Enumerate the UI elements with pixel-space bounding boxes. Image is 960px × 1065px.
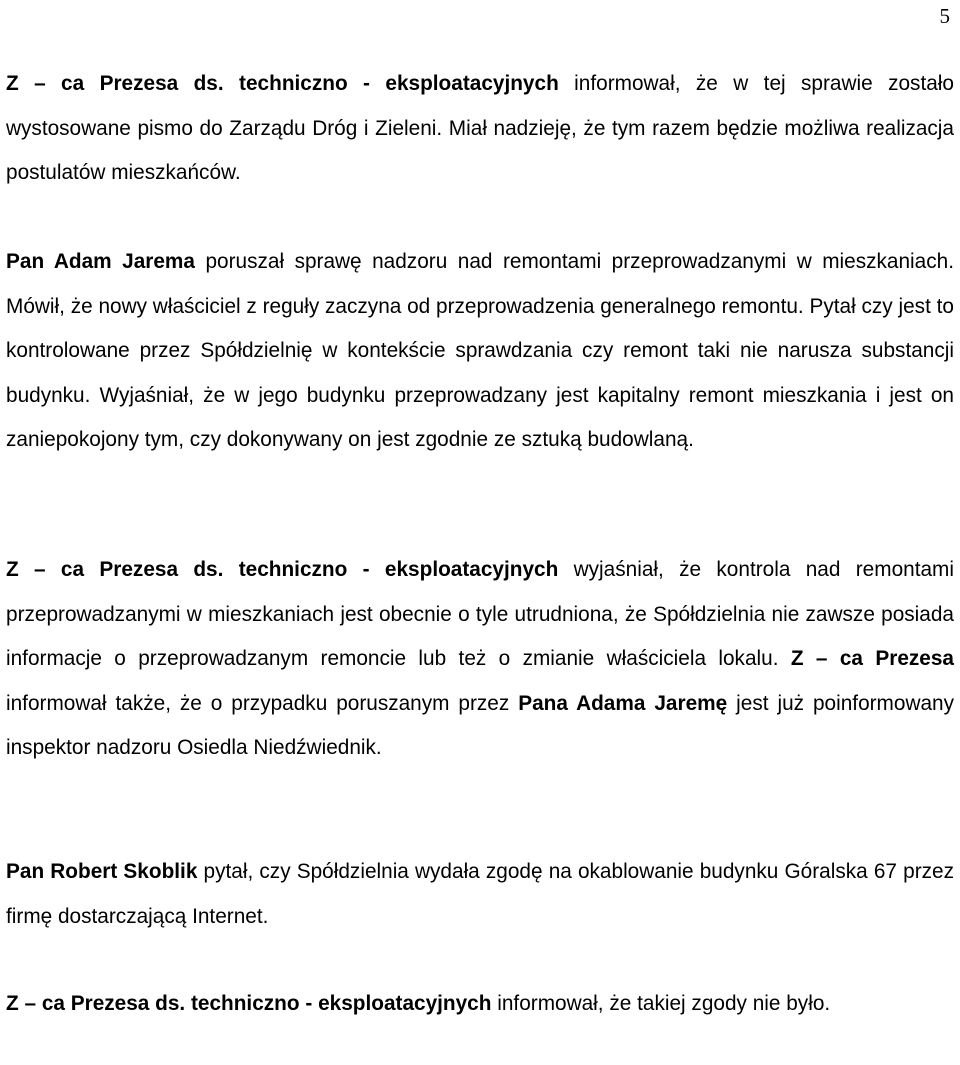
paragraph-text: poruszał sprawę nadzoru nad remontami przeprowadzanymi w mieszkaniach. Mówił, że nowy właściciel z reguły zaczyna od przeprowadzenia generalnego remontu. Pytał czy jest to kontrolowane przez Spółdzielnię w kontekście sprawdzania czy remont taki nie narusza substancji budynku. Wyjaśniał, że w jego budynku przeprowadzany jest kapitalny remont mieszkania i jest on zaniepokojony tym, czy dokonywany on jest zgodnie ze sztuką budowlaną. — [6, 250, 954, 451]
paragraph-5 — [6, 982, 954, 1027]
paragraph-4 — [6, 850, 954, 939]
person-name: Pana Adama Jaremę — [518, 691, 728, 715]
paragraph-text: informował, że takiej zgody nie było. — [491, 992, 831, 1015]
page-number: 5 — [939, 4, 950, 28]
paragraph-text: pytał, czy Spółdzielnia wydała zgodę na okablowanie budynku Góralska 67 przez firmę dostarczającą Internet. — [6, 860, 954, 928]
paragraph-text: informował także, że o przypadku poruszanym przez — [6, 691, 519, 715]
paragraph-1 — [6, 62, 954, 196]
paragraph-text: jest już poinformowany inspektor nadzoru Osiedla Niedźwiednik. — [6, 691, 954, 759]
paragraph-2 — [6, 240, 954, 463]
paragraph-3 — [6, 548, 954, 771]
speaker-name: Z – ca Prezesa ds. techniczno - eksploatacyjnych — [6, 72, 559, 95]
speaker-name: Z – ca Prezesa ds. techniczno - eksploatacyjnych — [6, 992, 492, 1015]
paragraph-text: wyjaśniał, że kontrola nad remontami przeprowadzanymi w mieszkaniach jest obecnie o tyle utrudniona, że Spółdzielnia nie zawsze posiada informacje o przeprowadzanym remoncie lub też o zmianie właściciela lokalu. — [6, 558, 954, 670]
speaker-name: Z – ca Prezesa ds. techniczno - eksploatacyjnych — [6, 558, 559, 581]
speaker-name: Pan Adam Jarema — [6, 250, 195, 273]
paragraph-text: informował, że w tej sprawie zostało wystosowane pismo do Zarządu Dróg i Zieleni. Miał nadzieję, że tym razem będzie możliwa realizacja postulatów mieszkańców. — [6, 72, 954, 184]
speaker-name: Z – ca Prezesa — [790, 647, 954, 670]
speaker-name: Pan Robert Skoblik — [6, 860, 198, 883]
